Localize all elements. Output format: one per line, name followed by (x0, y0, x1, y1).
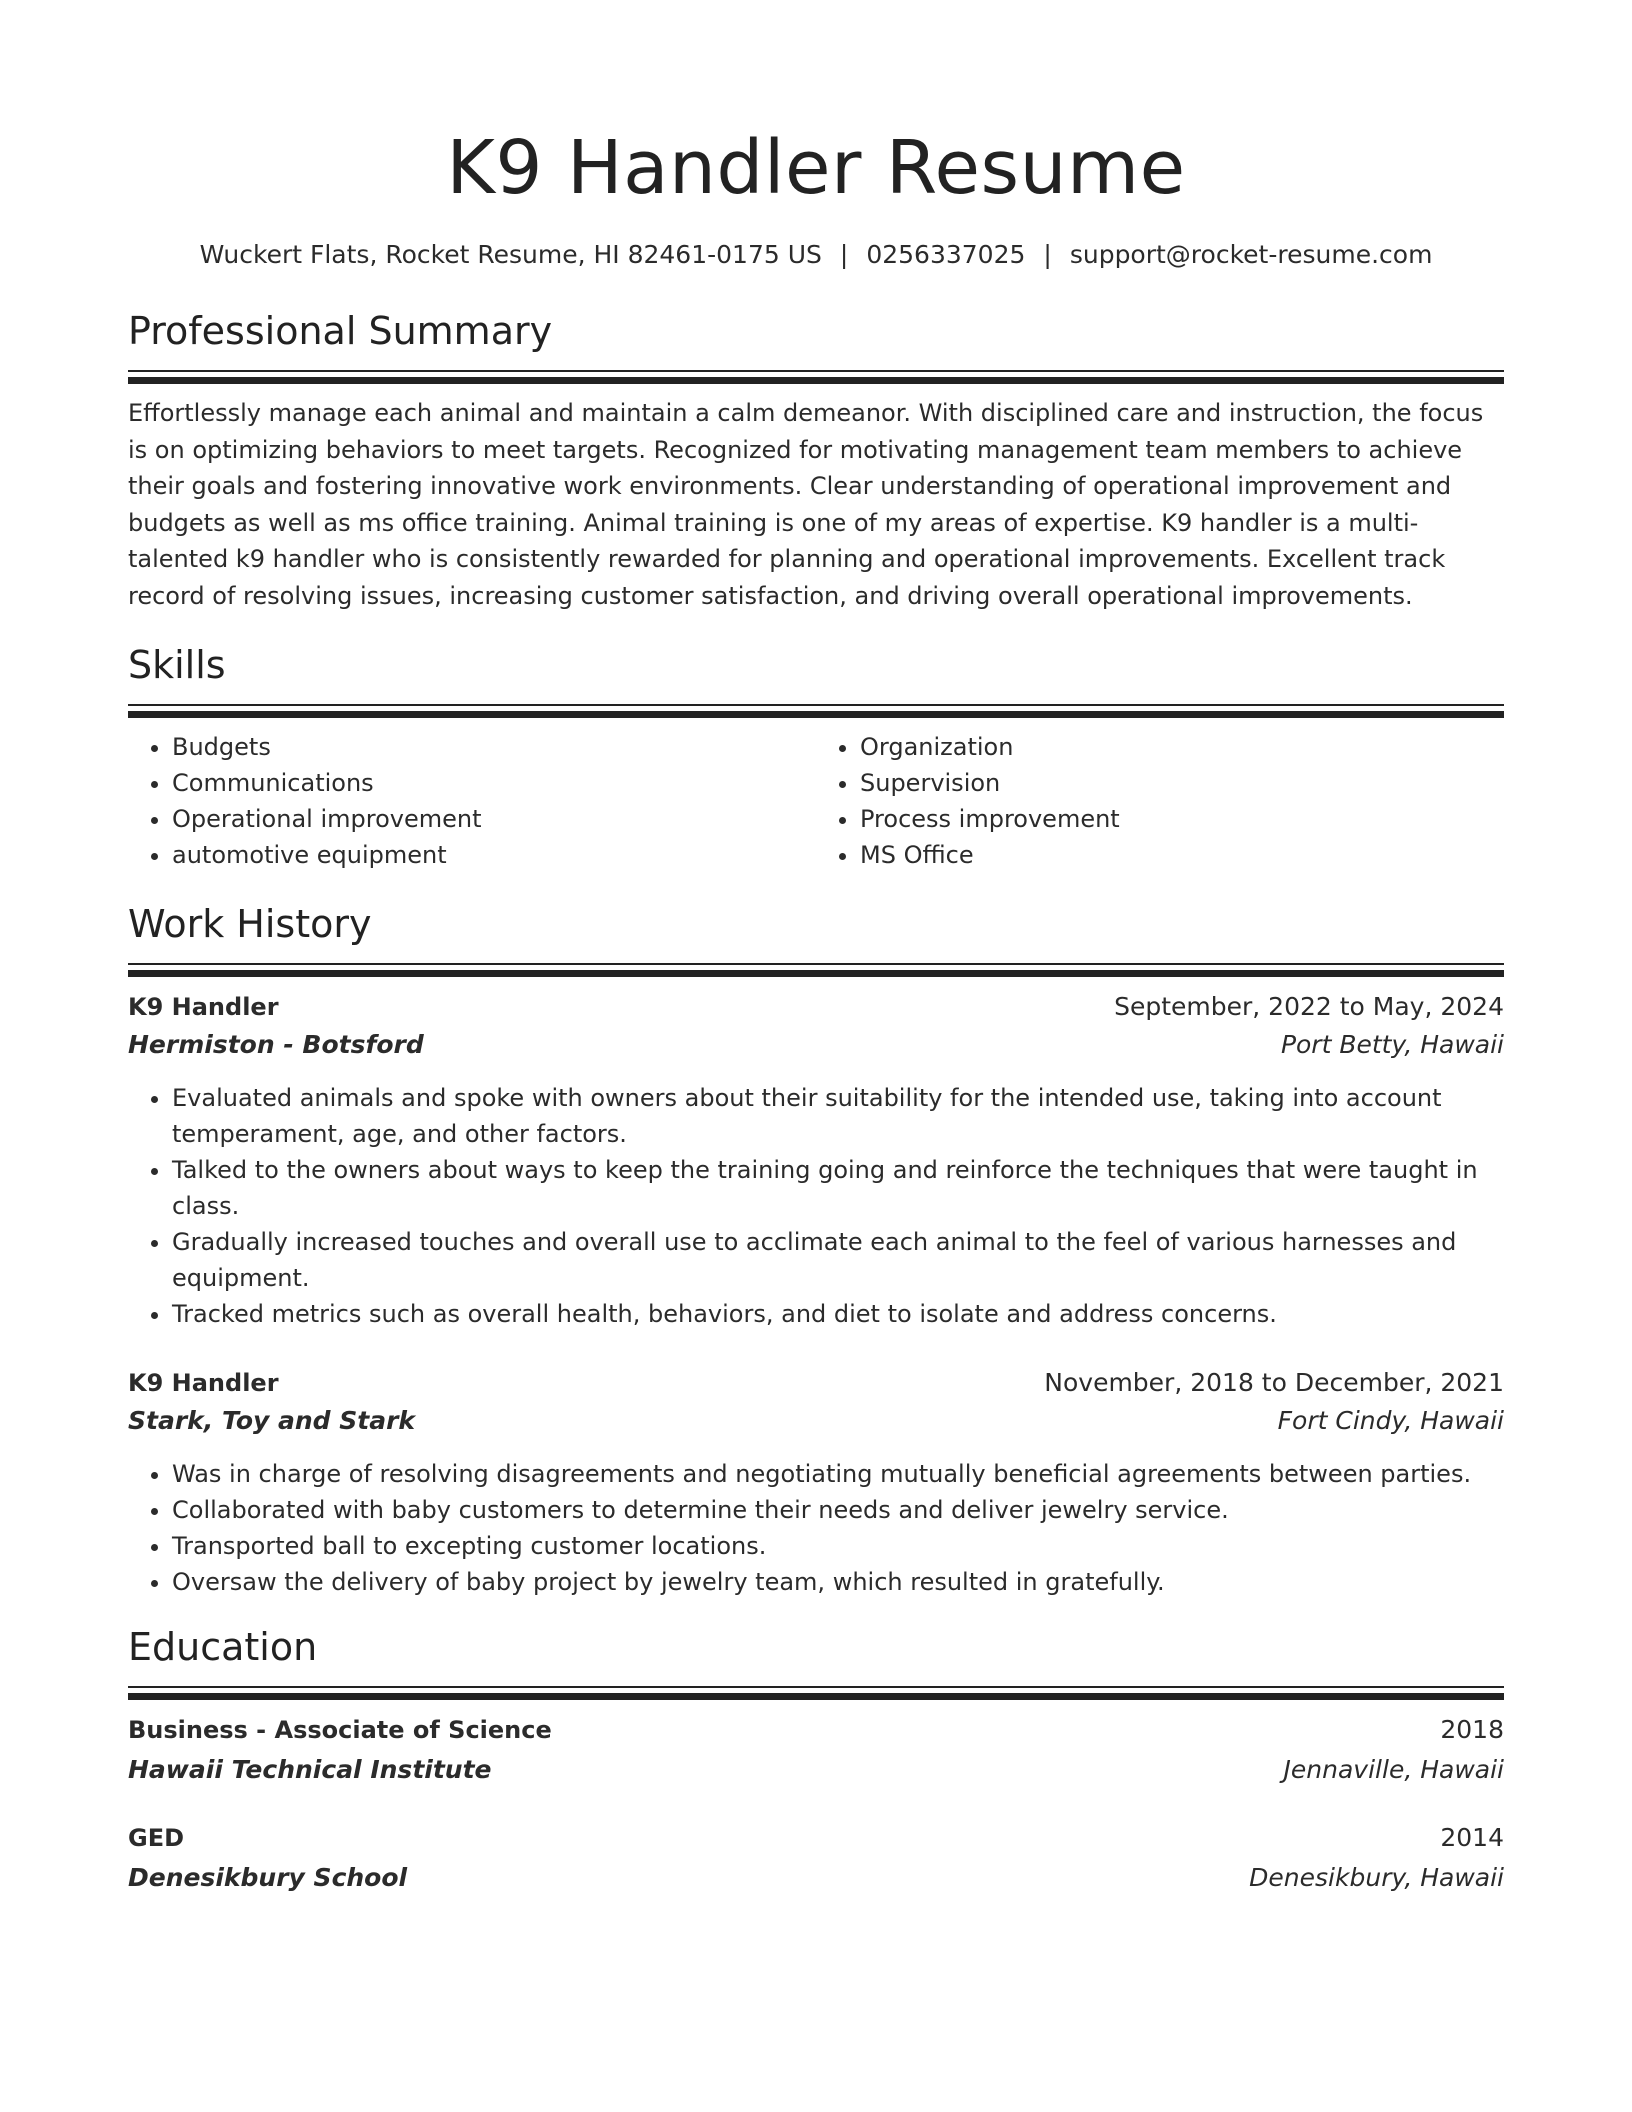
section-heading: Education (128, 1625, 318, 1669)
job-company-row (128, 1402, 1504, 1440)
work-history-section (128, 899, 1504, 1600)
job-location: Fort Cindy, Hawaii (1277, 1406, 1504, 1435)
job-title: K9 Handler (128, 1369, 279, 1397)
education-degree: Business - Associate of Science (128, 1716, 552, 1744)
job-entry (128, 1364, 1504, 1600)
job-duties (128, 1080, 1504, 1332)
education-school: Hawaii Technical Institute (128, 1755, 492, 1784)
skills-list-left (128, 729, 816, 873)
skill-item: • Budgets (172, 729, 816, 765)
job-location: Port Betty, Hawaii (1280, 1030, 1504, 1059)
job-title: K9 Handler (128, 993, 279, 1021)
section-divider (128, 963, 1504, 970)
job-company-row (128, 1026, 1504, 1064)
contact-line (128, 238, 1504, 272)
education-location: Jennaville, Hawaii (1283, 1755, 1504, 1784)
education-entry (128, 1711, 1504, 1789)
education-school-row (128, 1751, 1504, 1789)
section-divider (128, 704, 1504, 711)
skill-item: • Organization (860, 729, 1504, 765)
summary-text: Effortlessly manage each animal and maintain a calm demeanor. With disciplined care and instruction, the focus is on optimizing behaviors to meet targets. Recognized for motivating management team members to achieve their goals and fostering innovative work environments. Clear understanding of operational improvement and budgets as well as ms office training. Animal training is one of my areas of expertise. K9 handler is a multi-talented k9 handler who is consistently rewarded for planning and operational improvements. Excellent track record of resolving issues, increasing customer satisfaction, and driving overall operational improvements. (128, 399, 1484, 610)
job-duty: • Tracked metrics such as overall health, behaviors, and diet to isolate and address concerns. (172, 1296, 1504, 1332)
section-heading: Work History (128, 902, 372, 946)
job-dates: September, 2022 to May, 2024 (1114, 992, 1504, 1021)
education-section (128, 1622, 1504, 1897)
job-duty: • Was in charge of resolving disagreements and negotiating mutually beneficial agreements between parties. (172, 1456, 1504, 1492)
education-degree: GED (128, 1824, 185, 1852)
contact-phone: 0256337025 (866, 240, 1026, 269)
job-duty: • Gradually increased touches and overall use to acclimate each animal to the feel of various harnesses and equipment. (172, 1224, 1504, 1296)
job-duty: • Oversaw the delivery of baby project by jewelry team, which resulted in gratefully. (172, 1564, 1504, 1600)
job-company: Stark, Toy and Stark (128, 1406, 416, 1435)
skill-item: • Communications (172, 765, 816, 801)
skills-section (128, 640, 1504, 873)
education-school: Denesikbury School (128, 1863, 408, 1892)
education-header-row (128, 1711, 1504, 1749)
section-divider (128, 370, 1504, 377)
education-year: 2014 (1440, 1823, 1504, 1852)
education-school-row (128, 1859, 1504, 1897)
job-duty: • Transported ball to excepting customer locations. (172, 1528, 1504, 1564)
job-header-row (128, 988, 1504, 1026)
contact-email[interactable]: support@rocket-resume.com (1069, 240, 1433, 269)
job-entry (128, 988, 1504, 1332)
skills-list-right (816, 729, 1504, 873)
skills-columns (128, 729, 1504, 873)
job-company: Hermiston - Botsford (128, 1030, 424, 1059)
skill-item: • Process improvement (860, 801, 1504, 837)
education-header-row (128, 1819, 1504, 1857)
job-duty: • Evaluated animals and spoke with owners about their suitability for the intended use, taking into account temperament, age, and other factors. (172, 1080, 1504, 1152)
skill-item: • automotive equipment (172, 837, 816, 873)
job-dates: November, 2018 to December, 2021 (1044, 1368, 1504, 1397)
education-year: 2018 (1440, 1715, 1504, 1744)
contact-separator: | (1043, 240, 1052, 269)
job-duty: • Collaborated with baby customers to determine their needs and deliver jewelry service. (172, 1492, 1504, 1528)
summary-section (128, 306, 1504, 614)
contact-address: Wuckert Flats, Rocket Resume, HI 82461-0175 US (199, 240, 822, 269)
job-duties (128, 1456, 1504, 1600)
section-heading: Skills (128, 643, 226, 687)
section-divider (128, 1686, 1504, 1693)
skill-item: • MS Office (860, 837, 1504, 873)
skill-item: • Supervision (860, 765, 1504, 801)
education-entry (128, 1819, 1504, 1897)
job-header-row (128, 1364, 1504, 1402)
resume-title: K9 Handler Resume (446, 125, 1186, 211)
skill-item: • Operational improvement (172, 801, 816, 837)
contact-separator: | (839, 240, 849, 269)
section-heading: Professional Summary (128, 309, 553, 353)
job-duty: • Talked to the owners about ways to keep the training going and reinforce the techniques that were taught in class. (172, 1152, 1504, 1224)
education-location: Denesikbury, Hawaii (1249, 1863, 1504, 1892)
